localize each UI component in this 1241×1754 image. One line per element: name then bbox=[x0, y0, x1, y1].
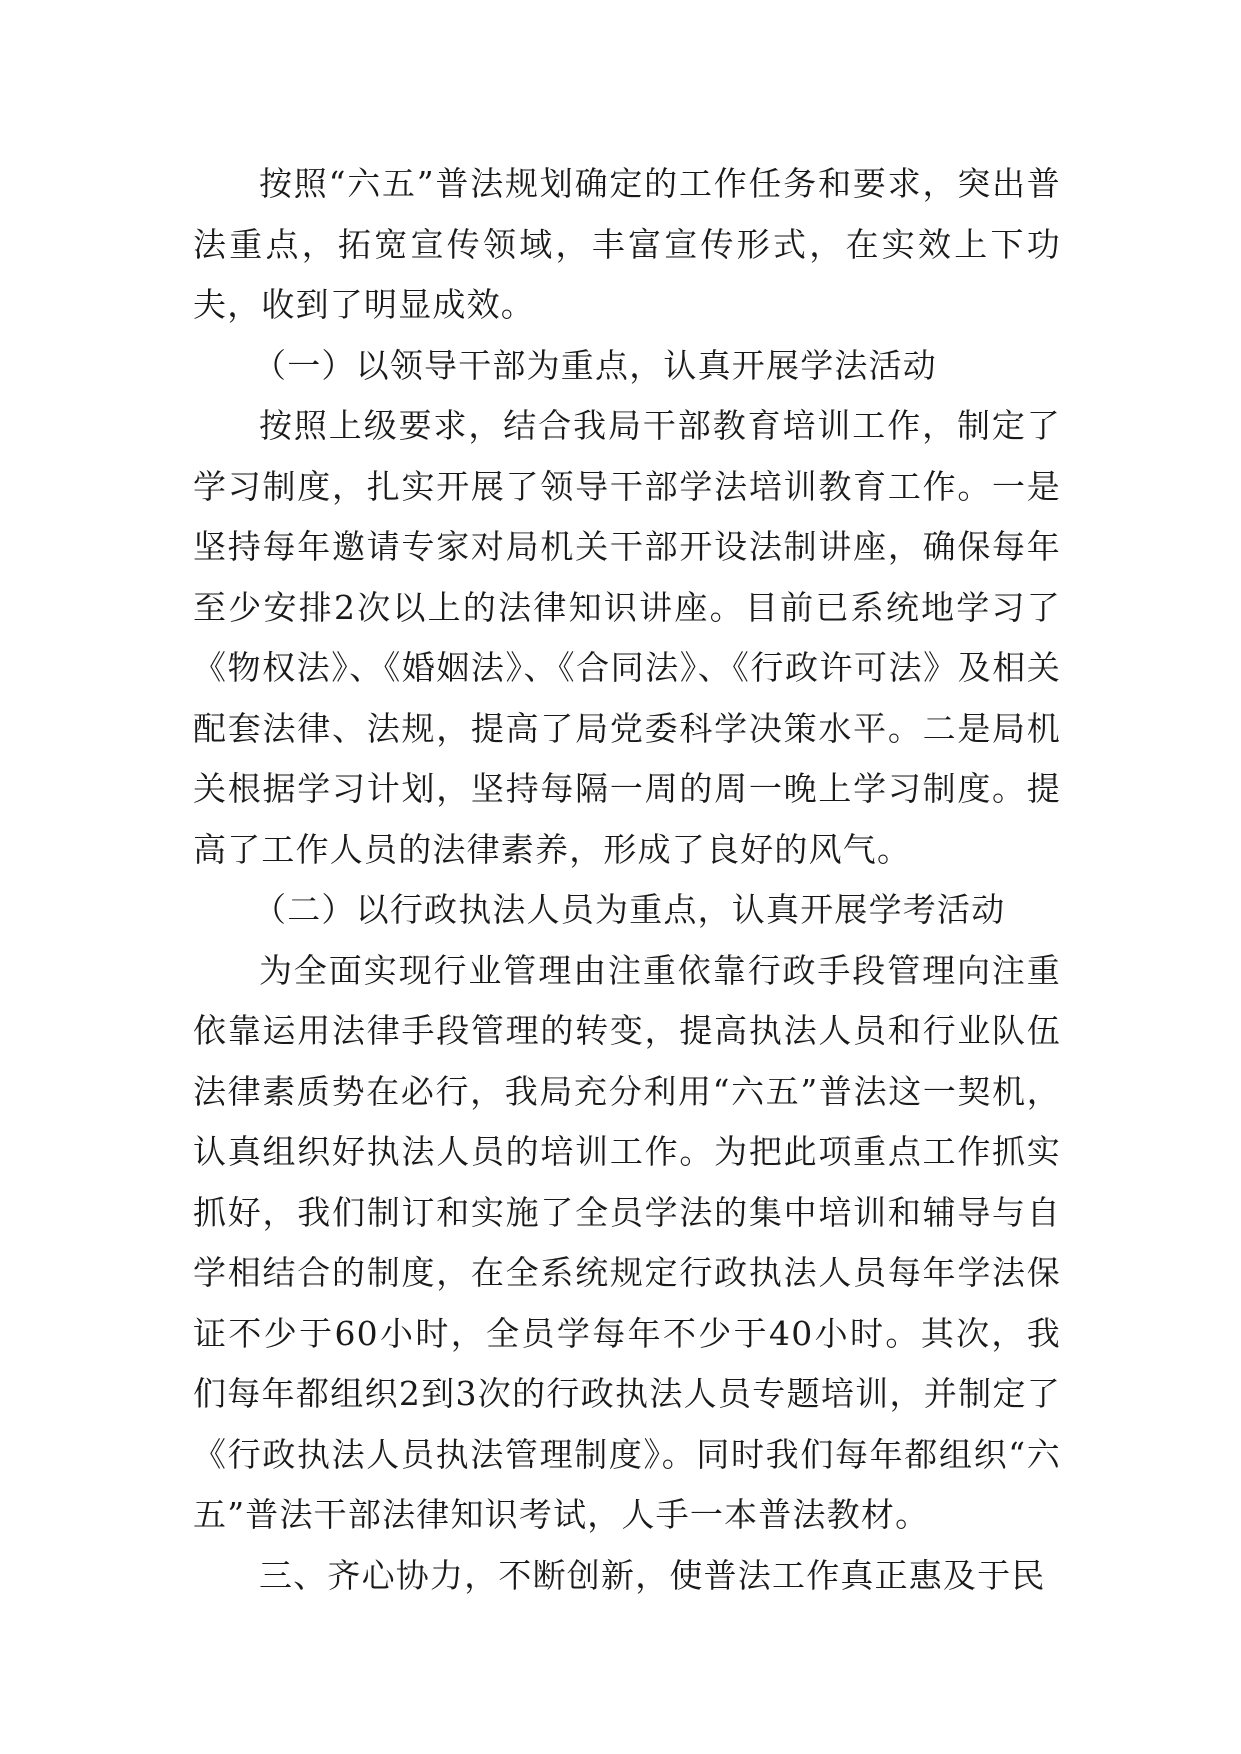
subheading-leaders-study: （一）以领导干部为重点，认真开展学法活动 bbox=[253, 345, 937, 385]
section-heading-three: 三、齐心协力，不断创新，使普法工作真正惠及于民 bbox=[259, 1555, 1046, 1595]
subheading-enforcement-exam: （二）以行政执法人员为重点，认真开展学考活动 bbox=[253, 890, 1006, 929]
body-paragraph-enforcement: 为全面实现行业管理由注重依靠行政手段管理向注重依靠运用法律手段管理的转变，提高执法人员和行业队伍法律素质势在必行，我局充分利用“六五”普法这一契机，认真组织好执法人员的培训工作。为把此项重点工作抓实抓好，我们制订和实施了全员学法的集中培训和辅导与自学相结合的制度，在全系统规定行政执法人员每年学法保证不少于60小时，全员学每年不少于40小时。其次，我们每年都组织2到3次的行政执法人员专题培训，并制定了《行政执法人员执法管理制度》。同时我们每年都组织“六五”普法干部法律知识考试，人手一本普法教材。 bbox=[193, 950, 1061, 1534]
body-paragraph-leaders: 按照上级要求，结合我局干部教育培训工作，制定了学习制度，扎实开展了领导干部学法培训教育工作。一是坚持每年邀请专家对局机关干部开设法制讲座，确保每年至少安排2次以上的法律知识讲座。目前已系统地学习了《物权法》、《婚姻法》、《合同法》、《行政许可法》及相关配套法律、法规，提高了局党委科学决策水平。二是局机关根据学习计划，坚持每隔一周的周一晚上学习制度。提高了工作人员的法律素养，形成了良好的风气。 bbox=[193, 406, 1061, 869]
document-body bbox=[193, 154, 1061, 1606]
body-paragraph-intro: 按照“六五”普法规划确定的工作任务和要求，突出普法重点，拓宽宣传领域，丰富宣传形式，在实效上下功夫，收到了明显成效。 bbox=[193, 164, 1061, 324]
